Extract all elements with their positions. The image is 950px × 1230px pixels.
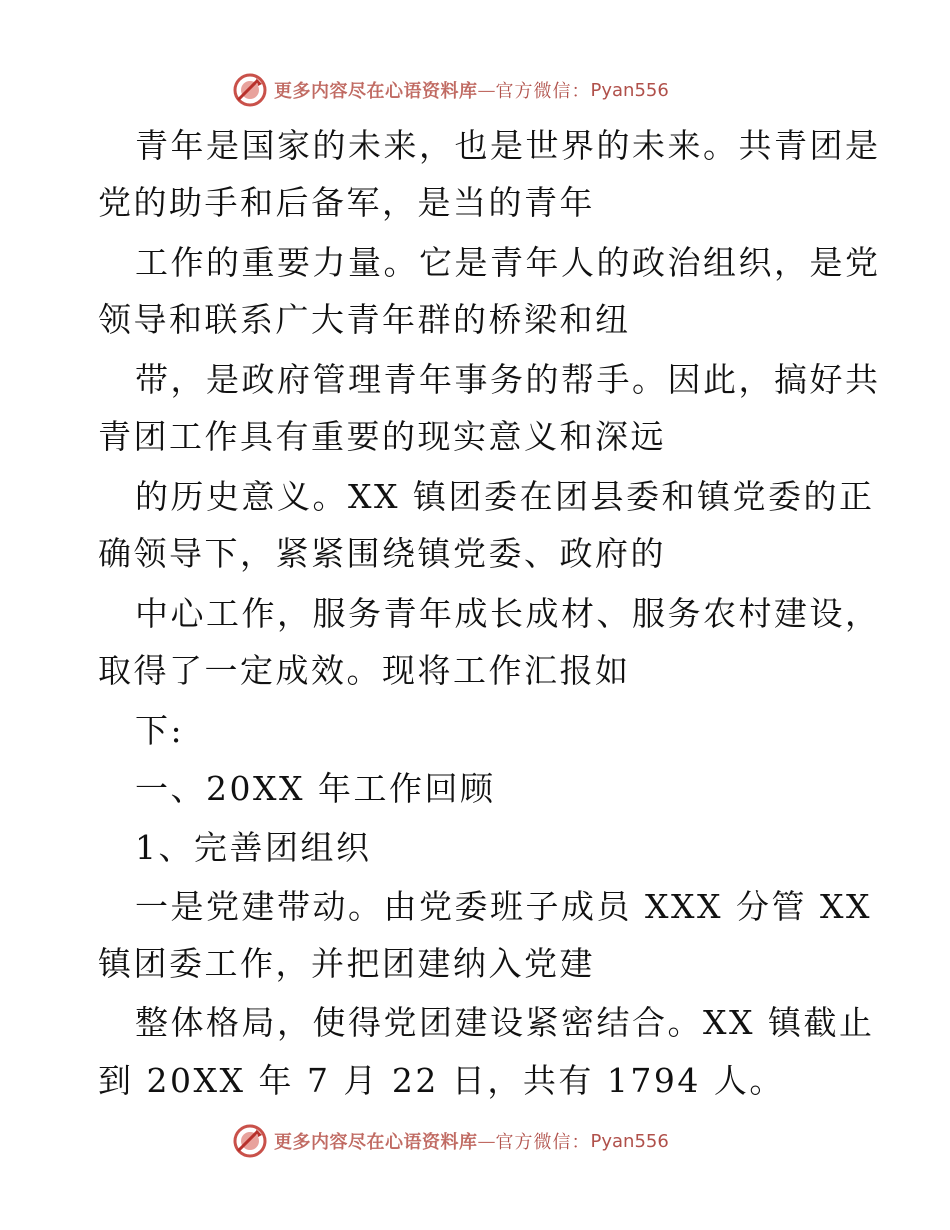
watermark-wechat-id: Pyan556 xyxy=(590,1130,669,1152)
logo-icon xyxy=(232,72,268,108)
watermark-text: 更多内容尽在心语资料库 xyxy=(274,81,478,102)
body-line: 一是党建带动。由党委班子成员 XXX 分管 XX xyxy=(135,887,872,926)
body-line: 中心工作，服务青年成长成材、服务农村建设， xyxy=(135,594,881,633)
subsection-heading: 1、完善团组织 xyxy=(135,828,372,867)
watermark-wechat-label: 官方微信： xyxy=(495,81,591,102)
body-line: 取得了一定成效。现将工作汇报如 xyxy=(98,651,631,690)
body-line: 到 20XX 年 7 月 22 日，共有 1794 人。 xyxy=(98,1061,785,1100)
body-line: 确领导下，紧紧围绕镇党委、政府的 xyxy=(98,534,666,573)
watermark-dash: — xyxy=(477,1130,496,1152)
body-line: 工作的重要力量。它是青年人的政治组织，是党 xyxy=(135,243,881,282)
section-heading: 一、20XX 年工作回顾 xyxy=(135,769,496,808)
watermark-wechat-label: 官方微信： xyxy=(495,1132,591,1153)
body-line: 青团工作具有重要的现实意义和深远 xyxy=(98,417,666,456)
footer-watermark xyxy=(232,1121,669,1161)
logo-icon xyxy=(232,1123,268,1159)
watermark-text: 更多内容尽在心语资料库 xyxy=(274,1132,478,1153)
body-line: 党的助手和后备军，是当的青年 xyxy=(98,183,595,222)
body-line: 整体格局，使得党团建设紧密结合。XX 镇截止 xyxy=(135,1003,875,1042)
body-line: 下: xyxy=(135,711,185,750)
watermark-wechat-id: Pyan556 xyxy=(590,79,669,101)
body-line: 带，是政府管理青年事务的帮手。因此，搞好共 xyxy=(135,360,881,399)
body-line: 的历史意义。XX 镇团委在团县委和镇党委的正 xyxy=(135,477,875,516)
header-watermark xyxy=(232,70,669,110)
watermark-dash: — xyxy=(477,79,496,101)
body-line: 领导和联系广大青年群的桥梁和纽 xyxy=(98,300,631,339)
body-line: 镇团委工作，并把团建纳入党建 xyxy=(98,944,595,983)
body-line: 青年是国家的未来，也是世界的未来。共青团是 xyxy=(135,126,881,165)
